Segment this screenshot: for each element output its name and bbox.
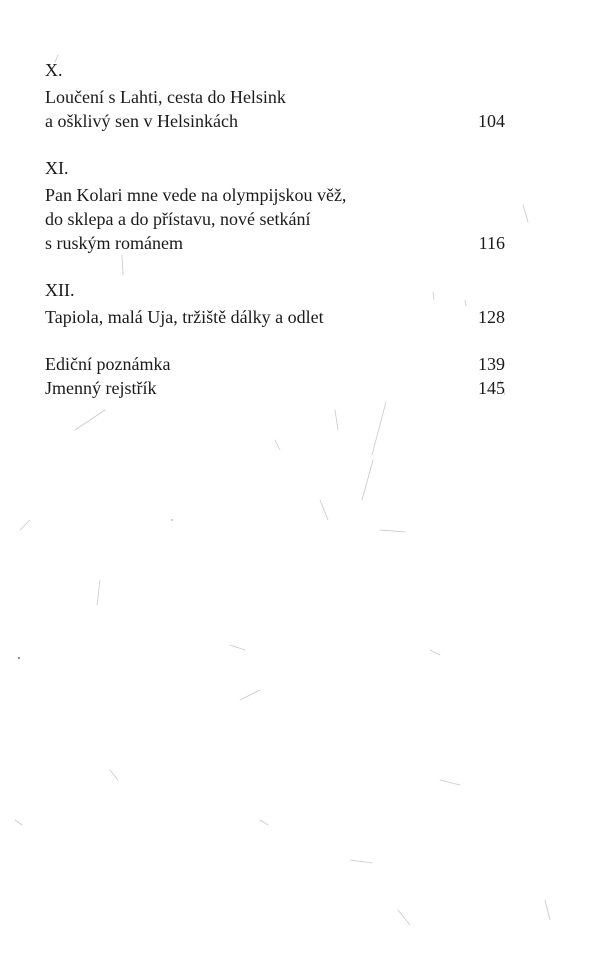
chapter-title-line: s ruským románem xyxy=(45,233,183,253)
chapter-title-line: do sklepa a do přístavu, nové setkání xyxy=(45,209,311,229)
page-number: 145 xyxy=(478,378,505,398)
page-number: 116 xyxy=(478,233,505,253)
toc-entry-name-index xyxy=(45,376,505,400)
page-number: 128 xyxy=(478,307,505,327)
toc-entry-chapter-12 xyxy=(45,278,505,329)
chapter-numeral: XII. xyxy=(45,280,75,300)
chapter-numeral: XI. xyxy=(45,158,69,178)
table-of-contents xyxy=(45,58,505,400)
chapter-numeral: X. xyxy=(45,60,63,80)
appendix-title: Jmenný rejstřík xyxy=(45,378,157,398)
chapter-title-line: a ošklivý sen v Helsinkách xyxy=(45,111,238,131)
page-number: 104 xyxy=(478,111,505,131)
chapter-title-line: Tapiola, malá Uja, tržiště dálky a odlet xyxy=(45,307,324,327)
chapter-title-line: Pan Kolari mne vede na olympijskou věž, xyxy=(45,185,347,205)
toc-entry-chapter-10 xyxy=(45,58,505,133)
toc-entry-editorial-note xyxy=(45,352,505,376)
toc-entry-chapter-11 xyxy=(45,156,505,255)
chapter-title-line: Loučení s Lahti, cesta do Helsink xyxy=(45,87,286,107)
appendix-title: Ediční poznámka xyxy=(45,354,171,374)
page-number: 139 xyxy=(478,354,505,374)
